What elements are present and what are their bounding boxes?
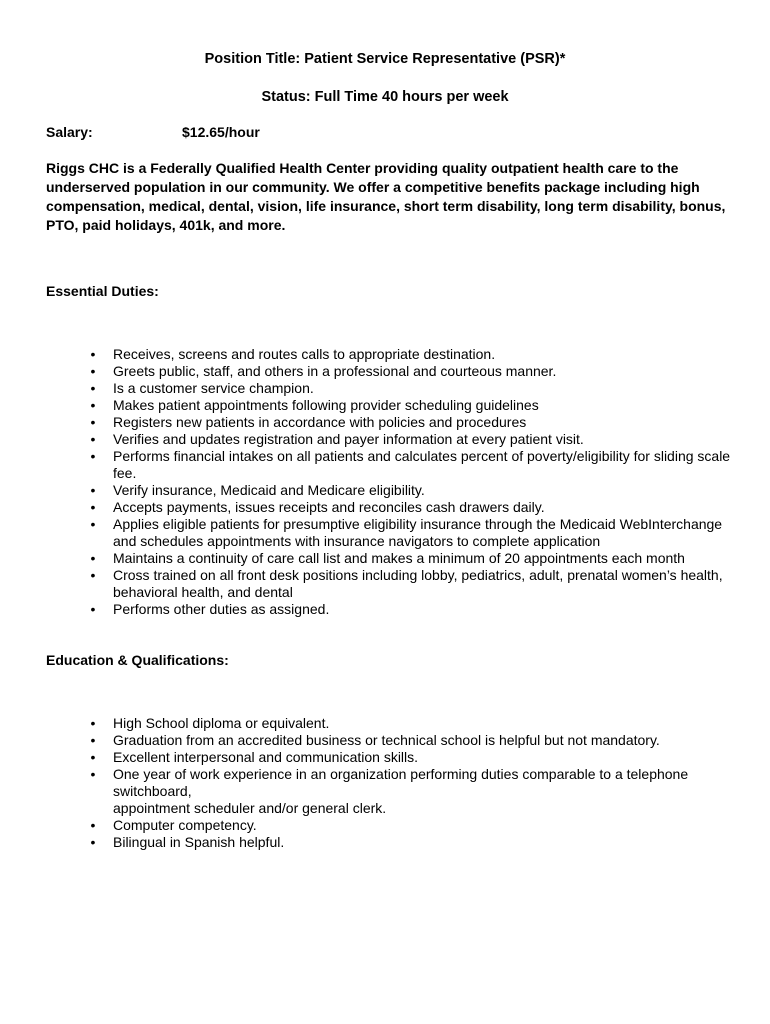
bullet-icon: •: [90, 715, 96, 731]
education-heading: Education & Qualifications:: [46, 652, 229, 668]
duties-heading: Essential Duties:: [46, 283, 159, 299]
status-line: Status: Full Time 40 hours per week: [261, 89, 509, 105]
duty-text: Accepts payments, issues receipts and reconciles cash drawers daily.: [113, 499, 545, 515]
list-item: [88, 834, 738, 851]
list-item: [88, 431, 738, 448]
bullet-icon: •: [90, 766, 96, 782]
qualification-text: Graduation from an accredited business or technical school is helpful but not mandatory.: [113, 732, 660, 748]
list-item: [88, 817, 738, 834]
list-item: [88, 715, 738, 732]
list-item: [88, 749, 738, 766]
qualification-text: High School diploma or equivalent.: [113, 715, 330, 731]
bullet-icon: •: [90, 817, 96, 833]
duty-text: Receives, screens and routes calls to appropriate destination.: [113, 346, 496, 362]
list-item: [88, 567, 738, 601]
duty-text: Verifies and updates registration and payer information at every patient visit.: [113, 431, 584, 447]
duty-text: Performs financial intakes on all patients and calculates percent of poverty/eligibility for sliding scale fee.: [113, 448, 731, 481]
duty-text: Applies eligible patients for presumptive eligibility insurance through the Medicaid WebInterchange and schedules appointments with insurance navigators to complete application: [113, 516, 723, 549]
qualifications-list: [88, 715, 738, 851]
salary-label: Salary:: [46, 124, 93, 140]
bullet-icon: •: [90, 567, 96, 583]
bullet-icon: •: [90, 482, 96, 498]
qualification-text: One year of work experience in an organization performing duties comparable to a telephone switchboard,: [113, 766, 689, 799]
bullet-icon: •: [90, 448, 96, 464]
duty-text: Maintains a continuity of care call list and makes a minimum of 20 appointments each month: [113, 550, 685, 566]
list-item: [88, 363, 738, 380]
bullet-icon: •: [90, 834, 96, 850]
duty-text: Makes patient appointments following provider scheduling guidelines: [113, 397, 539, 413]
bullet-icon: •: [90, 516, 96, 532]
position-title: Position Title: Patient Service Representative (PSR)*: [204, 51, 566, 67]
duty-text: Verify insurance, Medicaid and Medicare eligibility.: [113, 482, 425, 498]
qualification-text: Computer competency.: [113, 817, 257, 833]
bullet-icon: •: [90, 346, 96, 362]
duties-list: [88, 346, 738, 618]
list-item: [88, 397, 738, 414]
list-item: [88, 601, 738, 618]
bullet-icon: •: [90, 499, 96, 515]
duty-text: Cross trained on all front desk positions including lobby, pediatrics, adult, prenatal women’s health, behavioral health, and dental: [113, 567, 723, 600]
qualification-continuation: appointment scheduler and/or general clerk.: [113, 800, 387, 816]
qualification-text: Bilingual in Spanish helpful.: [113, 834, 285, 850]
list-item: [88, 732, 738, 749]
duty-text: Greets public, staff, and others in a professional and courteous manner.: [113, 363, 557, 379]
duty-text: Is a customer service champion.: [113, 380, 314, 396]
bullet-icon: •: [90, 749, 96, 765]
bullet-icon: •: [90, 431, 96, 447]
bullet-icon: •: [90, 550, 96, 566]
list-item: [88, 499, 738, 516]
list-item: [88, 346, 738, 363]
list-item: [88, 482, 738, 499]
bullet-icon: •: [90, 380, 96, 396]
list-item: [88, 448, 738, 482]
duty-text: Registers new patients in accordance with policies and procedures: [113, 414, 527, 430]
bullet-icon: •: [90, 732, 96, 748]
list-item: [88, 516, 738, 550]
intro-paragraph: Riggs CHC is a Federally Qualified Health Center providing quality outpatient health care to the underserved population in our community. We offer a competitive benefits package including high compensation, medical, dental, vision, life insurance, short term disability, long term disability, bonus, PTO, paid holidays, 401k, and more.: [46, 160, 726, 233]
bullet-icon: •: [90, 414, 96, 430]
bullet-icon: •: [90, 601, 96, 617]
salary-value: $12.65/hour: [182, 124, 260, 140]
duty-text: Performs other duties as assigned.: [113, 601, 330, 617]
bullet-icon: •: [90, 363, 96, 379]
list-item: [88, 766, 738, 817]
list-item: [88, 550, 738, 567]
list-item: [88, 414, 738, 431]
bullet-icon: •: [90, 397, 96, 413]
list-item: [88, 380, 738, 397]
qualification-text: Excellent interpersonal and communication skills.: [113, 749, 419, 765]
